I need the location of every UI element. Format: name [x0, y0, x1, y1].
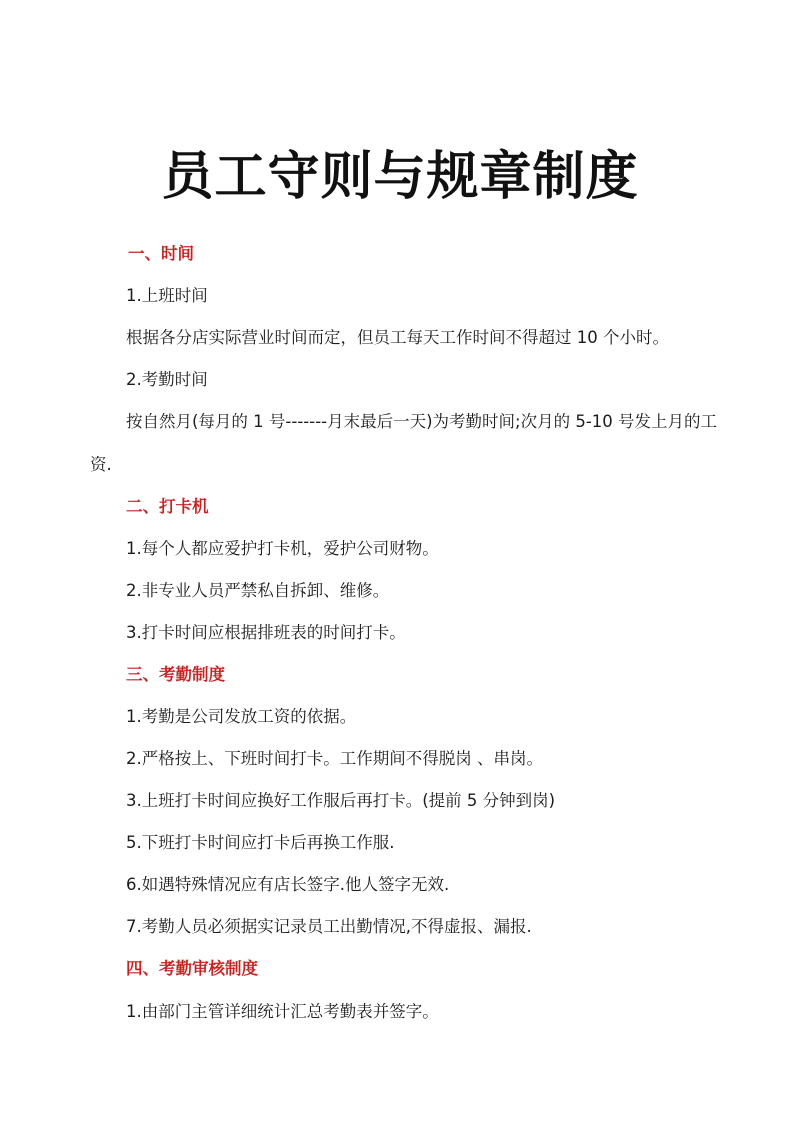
paragraph: 3.上班打卡时间应换好工作服后再打卡。(提前 5 分钟到岗)	[126, 791, 556, 810]
paragraph: 1.由部门主管详细统计汇总考勤表并签字。	[126, 1002, 439, 1021]
paragraph: 1.上班时间	[126, 286, 208, 305]
paragraph: 按自然月(每月的 1 号-------月末最后一天)为考勤时间;次月的 5-10 号发上月的工	[126, 412, 718, 431]
paragraph: 5.下班打卡时间应打卡后再换工作服.	[126, 833, 395, 852]
paragraph: 1.每个人都应爱护打卡机，爱护公司财物。	[126, 539, 439, 558]
paragraph: 7.考勤人员必须据实记录员工出勤情况,不得虚报、漏报.	[126, 917, 532, 936]
paragraph: 1.考勤是公司发放工资的依据。	[126, 707, 357, 726]
section-heading-attendance-review: 四、考勤审核制度	[126, 959, 258, 978]
paragraph: 2.考勤时间	[126, 370, 208, 389]
paragraph: 6.如遇特殊情况应有店长签字.他人签字无效.	[126, 875, 450, 894]
section-heading-punch-clock: 二、打卡机	[126, 497, 209, 516]
section-heading-attendance: 三、考勤制度	[126, 665, 225, 684]
paragraph: 2.非专业人员严禁私自拆卸、维修。	[126, 581, 390, 600]
section-heading-time: 一、时间	[128, 244, 194, 263]
paragraph: 资.	[90, 455, 112, 474]
paragraph: 3.打卡时间应根据排班表的时间打卡。	[126, 623, 406, 642]
paragraph: 根据各分店实际营业时间而定，但员工每天工作时间不得超过 10 个小时。	[126, 328, 669, 347]
document-title: 员工守则与规章制度	[161, 147, 639, 207]
paragraph: 2.严格按上、下班时间打卡。工作期间不得脱岗 、串岗。	[126, 749, 543, 768]
